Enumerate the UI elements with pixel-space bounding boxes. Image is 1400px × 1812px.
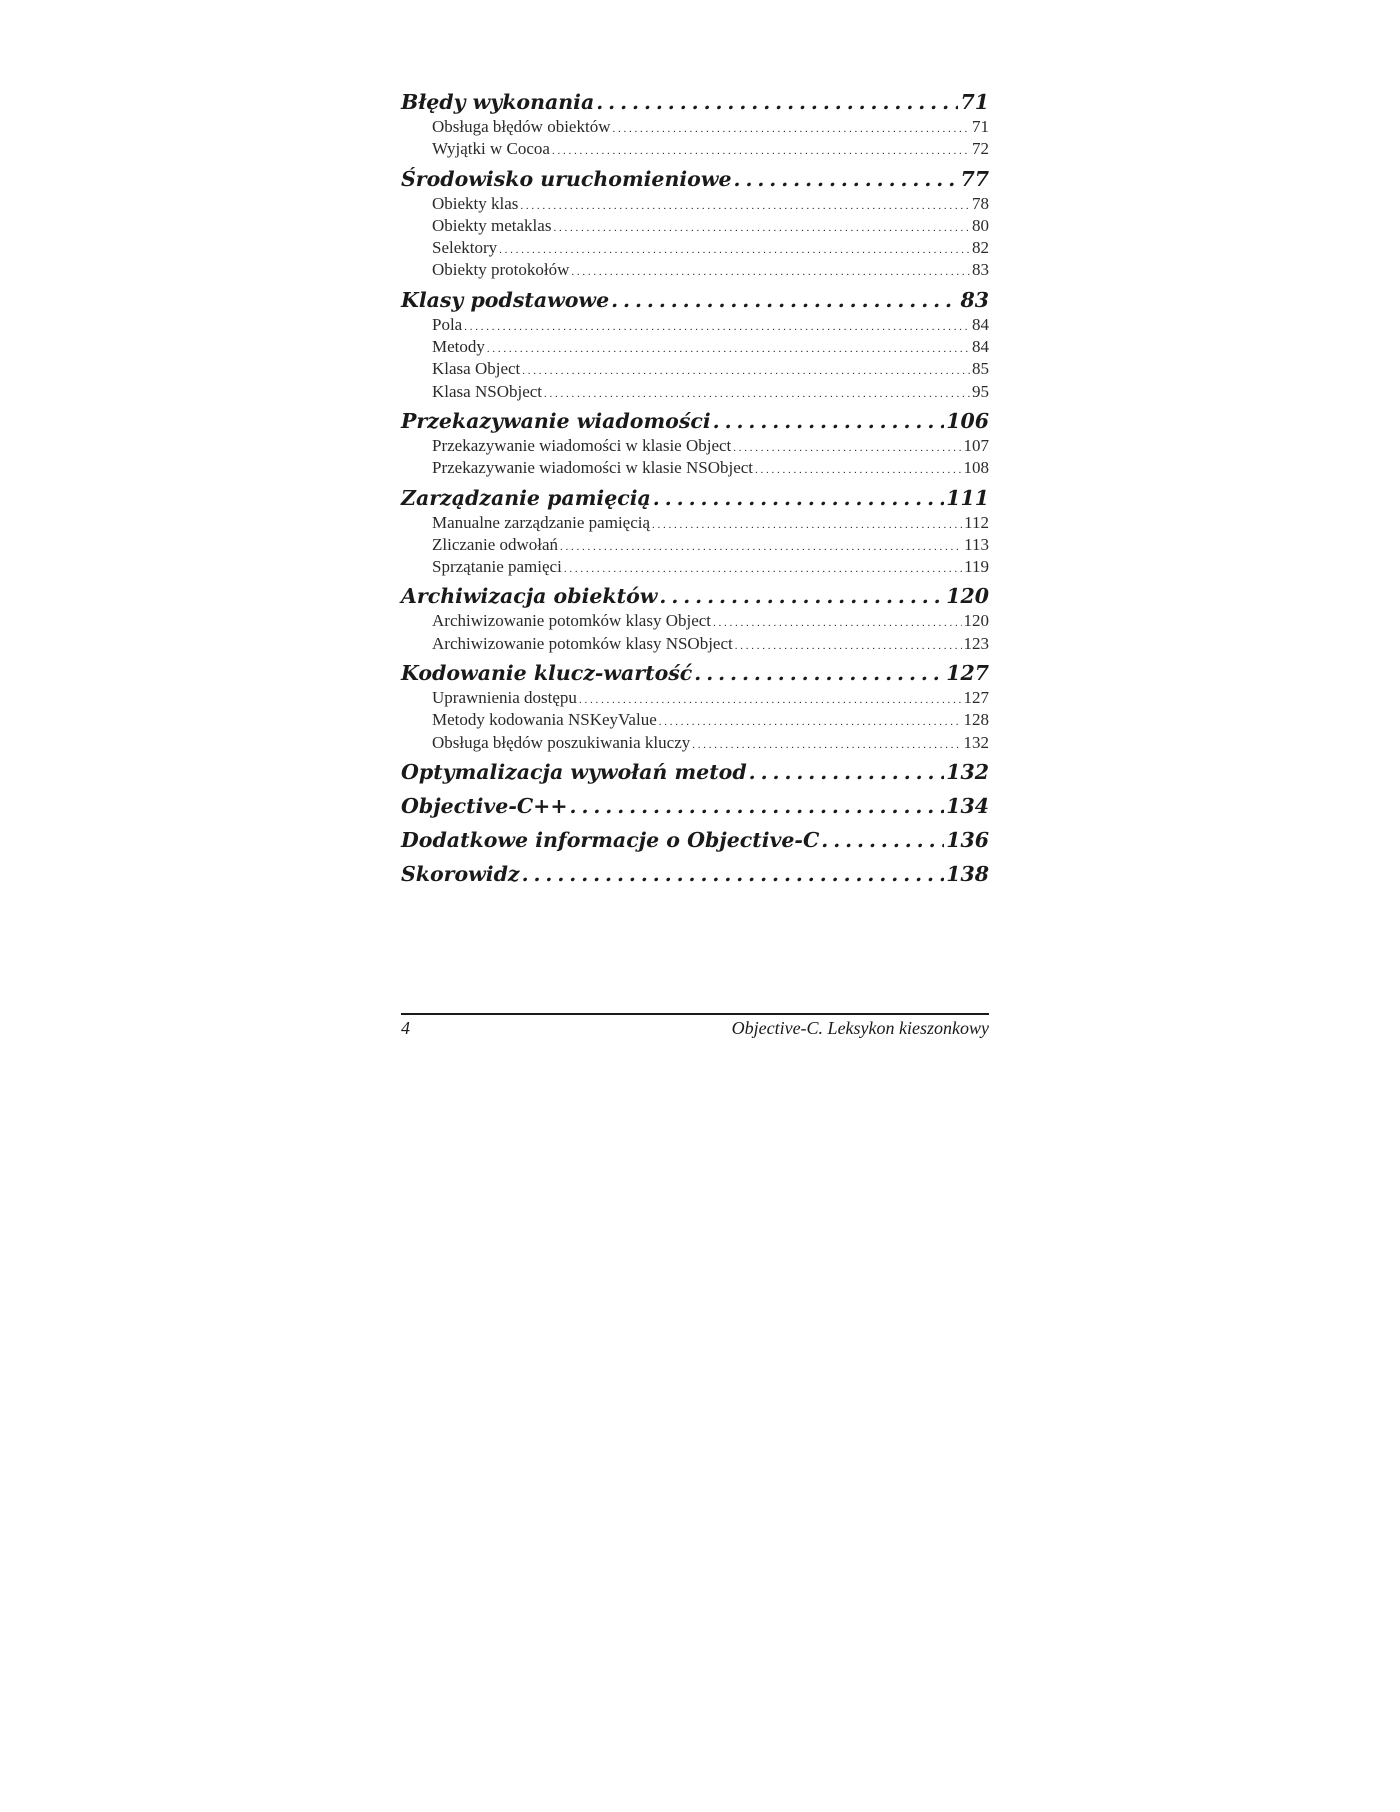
toc-subentry-page: 120 [963,611,989,631]
toc-subentry-title: Metody kodowania NSKeyValue [432,710,657,730]
dot-leader [659,582,944,610]
toc-subentry-title: Selektory [432,238,498,258]
toc-chapter-title: Kodowanie klucz-wartość [401,661,693,686]
toc-section [401,826,989,854]
toc-section [401,860,989,888]
dot-leader [653,484,944,512]
toc-subentry[interactable] [401,381,989,403]
toc-subentry-page: 85 [972,359,989,379]
toc-chapter-entry[interactable] [401,792,989,820]
dot-leader [570,792,945,820]
table-of-contents [401,88,989,888]
dot-leader [694,659,944,687]
dot-leader [749,758,945,786]
toc-chapter-title: Archiwizacja obiektów [401,584,658,609]
toc-subentry-title: Obiekty protokołów [432,260,570,280]
toc-subentry-title: Uprawnienia dostępu [432,688,577,708]
toc-chapter-entry[interactable] [401,407,989,435]
toc-subentry-page: 84 [972,314,989,334]
dot-leader [821,826,944,854]
toc-subentry-page: 82 [972,238,989,258]
toc-section [401,286,989,403]
toc-subentry[interactable] [401,610,989,632]
footer-page-number: 4 [401,1018,410,1038]
toc-chapter-title: Przekazywanie wiadomości [401,408,711,433]
page-footer [401,1018,989,1039]
toc-chapter-title: Objective-C++ [401,793,568,818]
toc-subentry[interactable] [401,215,989,237]
toc-section [401,792,989,820]
toc-chapter-entry[interactable] [401,88,989,116]
toc-chapter-title: Zarządzanie pamięcią [401,485,651,510]
toc-chapter-page: 120 [946,584,989,609]
toc-subentry[interactable] [401,314,989,336]
dot-leader [560,534,962,558]
toc-section [401,165,989,282]
toc-chapter-page: 106 [946,408,989,433]
dot-leader [552,138,970,162]
toc-subentry-title: Archiwizowanie potomków klasy Object [432,611,712,631]
toc-section [401,407,989,480]
toc-section [401,758,989,786]
toc-chapter-page: 136 [946,827,989,852]
dot-leader [596,88,958,116]
toc-subentry-page: 80 [972,215,989,235]
toc-subentry-page: 108 [963,458,989,478]
toc-subentry[interactable] [401,633,989,655]
dot-leader [464,314,970,338]
toc-subentry-page: 71 [972,117,989,136]
toc-chapter-entry[interactable] [401,286,989,314]
toc-subentry-page: 72 [972,139,989,159]
toc-chapter-page: 138 [946,861,989,886]
toc-subentry-title: Manualne zarządzanie pamięcią [432,512,651,532]
toc-chapter-title: Środowisko uruchomieniowe [401,166,732,191]
toc-subentry-title: Obsługa błędów obiektów [432,117,611,136]
dot-leader [499,237,970,261]
toc-chapter-title: Dodatkowe informacje o Objective-C [401,827,820,852]
toc-chapter-title: Skorowidz [401,861,520,886]
dot-leader [692,732,961,756]
toc-section [401,88,989,161]
toc-subentry-title: Pola [432,314,463,334]
dot-leader [522,860,945,888]
toc-subentry-page: 107 [963,435,989,455]
toc-chapter-entry[interactable] [401,582,989,610]
dot-leader [713,610,961,634]
dot-leader [522,358,970,382]
toc-subentry[interactable] [401,336,989,358]
dot-leader [487,336,970,360]
toc-subentry[interactable] [401,534,989,556]
dot-leader [713,407,945,435]
toc-subentry[interactable] [401,732,989,754]
toc-subentry-page: 127 [963,688,989,708]
toc-subentry-title: Sprzątanie pamięci [432,557,562,577]
toc-subentry-title: Obiekty metaklas [432,215,552,235]
toc-subentry-title: Przekazywanie wiadomości w klasie NSObject [432,458,754,478]
toc-chapter-page: 83 [960,287,989,312]
toc-subentry-page: 112 [964,512,989,532]
toc-section [401,582,989,655]
toc-chapter-page: 134 [946,793,989,818]
toc-section [401,659,989,754]
toc-subentry-title: Przekazywanie wiadomości w klasie Object [432,435,732,455]
toc-chapter-title: Klasy podstawowe [401,287,610,312]
toc-subentry-title: Archiwizowanie potomków klasy NSObject [432,633,733,653]
dot-leader [520,193,970,217]
toc-subentry-page: 113 [964,534,989,554]
toc-subentry-page: 119 [964,557,989,577]
toc-subentry[interactable] [401,116,989,138]
dot-leader [755,457,961,481]
toc-chapter-entry[interactable] [401,659,989,687]
toc-chapter-entry[interactable] [401,826,989,854]
toc-subentry-page: 132 [963,732,989,752]
toc-subentry[interactable] [401,556,989,578]
toc-chapter-page: 77 [960,166,989,191]
toc-chapter-title: Błędy wykonania [401,90,595,114]
toc-subentry[interactable] [401,193,989,215]
toc-chapter-page: 127 [946,661,989,686]
toc-chapter-page: 71 [960,90,989,114]
dot-leader [734,165,959,193]
dot-leader [579,687,962,711]
toc-subentry[interactable] [401,435,989,457]
toc-subentry[interactable] [401,358,989,380]
toc-subentry-title: Metody [432,337,485,357]
toc-subentry-page: 128 [963,710,989,730]
toc-subentry-page: 95 [972,381,989,401]
dot-leader [611,286,958,314]
toc-subentry[interactable] [401,687,989,709]
dot-leader [553,215,970,239]
toc-chapter-title: Optymalizacja wywołań metod [401,759,747,784]
toc-chapter-entry[interactable] [401,165,989,193]
dot-leader [564,556,962,580]
dot-leader [659,709,962,733]
dot-leader [571,259,970,283]
toc-subentry-page: 78 [972,193,989,213]
toc-subentry-title: Klasa Object [432,359,521,379]
toc-chapter-entry[interactable] [401,758,989,786]
toc-chapter-entry[interactable] [401,860,989,888]
dot-leader [652,512,962,536]
toc-subentry-title: Wyjątki w Cocoa [432,139,550,159]
footer-rule [401,1013,989,1015]
toc-subentry-page: 83 [972,260,989,280]
toc-subentry[interactable] [401,237,989,259]
toc-chapter-page: 111 [946,485,989,510]
toc-section [401,484,989,579]
toc-subentry[interactable] [401,259,989,281]
dot-leader [733,435,961,459]
toc-subentry[interactable] [401,512,989,534]
toc-subentry[interactable] [401,457,989,479]
toc-subentry-title: Obiekty klas [432,193,519,213]
dot-leader [612,116,970,140]
toc-subentry-page: 123 [963,633,989,653]
toc-subentry[interactable] [401,138,989,160]
dot-leader [544,381,970,405]
footer-book-title: Objective-C. Leksykon kieszonkowy [731,1018,989,1038]
toc-subentry-page: 84 [972,337,989,357]
toc-chapter-entry[interactable] [401,484,989,512]
toc-chapter-page: 132 [946,759,989,784]
toc-subentry-title: Zliczanie odwołań [432,534,559,554]
toc-subentry-title: Klasa NSObject [432,381,543,401]
dot-leader [735,633,962,657]
toc-subentry[interactable] [401,709,989,731]
toc-subentry-title: Obsługa błędów poszukiwania kluczy [432,732,691,752]
